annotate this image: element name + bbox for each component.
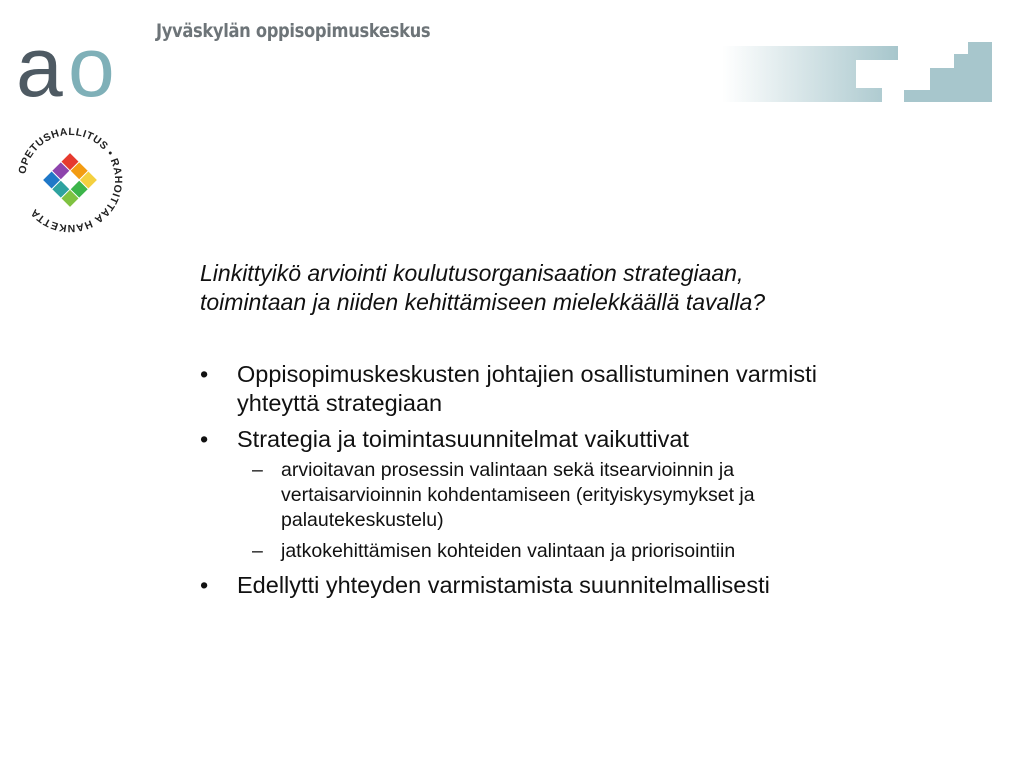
opetushallitus-seal [10, 120, 130, 240]
sub-bullet-list [244, 458, 990, 564]
sub-bullet-item [244, 458, 990, 533]
sub-bullet-item [244, 539, 990, 564]
organization-name: Jyväskylän oppisopimuskeskus [156, 20, 431, 42]
bullet-text [237, 425, 990, 454]
ao-logo [16, 30, 136, 110]
sub-bullet-line: vertaisarvioinnin kohdentamiseen (erityiskysymykset ja [281, 484, 755, 506]
sub-bullet-marker: – [252, 540, 263, 562]
bullet-line: yhteyttä strategiaan [237, 390, 443, 416]
sub-bullet-text [281, 458, 990, 533]
bullet-marker: • [200, 572, 209, 598]
seal-ring-text: OPETUSHALLITUS • RAHOITTAA HANKETTA [16, 125, 125, 235]
bullet-marker: • [200, 426, 209, 452]
ao-logo-letter-o: o [68, 30, 115, 110]
sub-bullet-line: palautekeskustelu) [281, 509, 444, 531]
bullet-list [200, 360, 990, 607]
bullet-item [200, 360, 990, 418]
question-heading [200, 259, 960, 317]
bullet-line: Oppisopimuskeskusten johtajien osallistuminen varmisti [237, 361, 817, 387]
ao-logo-letter-a: a [16, 30, 63, 110]
bullet-text [237, 571, 990, 600]
sub-bullet-line: arvioitavan prosessin valintaan sekä itsearvioinnin ja [281, 459, 735, 481]
bullet-marker: • [200, 361, 209, 387]
question-line: toimintaan ja niiden kehittämiseen mielekkäällä tavalla? [200, 289, 766, 315]
bullet-item [200, 571, 990, 600]
sub-bullet-text [281, 539, 990, 564]
sub-bullet-line: jatkokehittämisen kohteiden valintaan ja priorisointiin [281, 540, 736, 562]
bullet-line: Edellytti yhteyden varmistamista suunnitelmallisesti [237, 572, 770, 598]
question-line: Linkittyikö arviointi koulutusorganisaation strategiaan, [200, 260, 744, 286]
bullet-item [200, 425, 990, 564]
bullet-text [237, 360, 990, 418]
sub-bullet-marker: – [252, 459, 263, 481]
stairs-graphic [722, 40, 994, 102]
bullet-line: Strategia ja toimintasuunnitelmat vaikuttivat [237, 426, 689, 452]
